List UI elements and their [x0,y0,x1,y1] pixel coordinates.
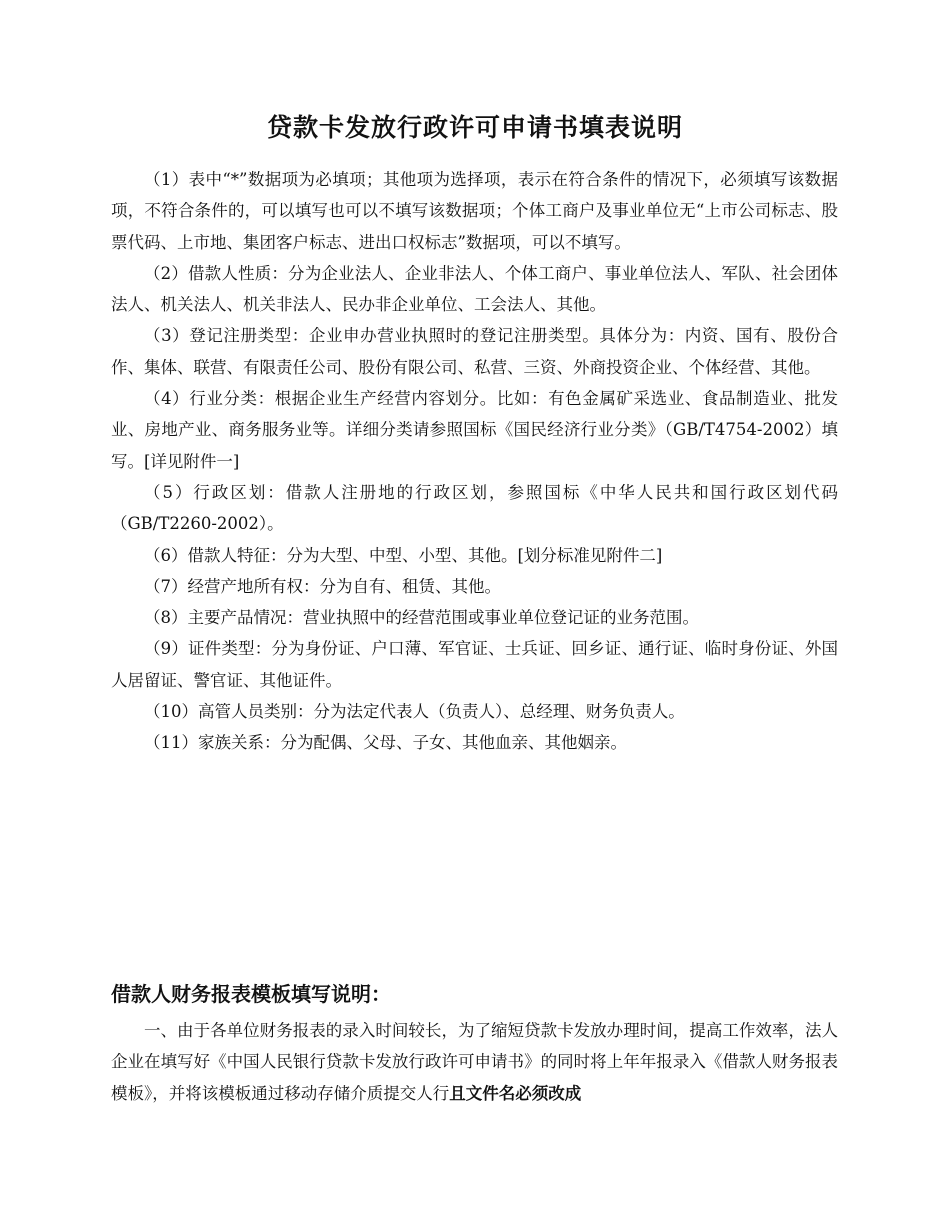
section2-paragraph-text: 一、由于各单位财务报表的录入时间较长，为了缩短贷款卡发放办理时间，提高工作效率，法人企业在填写好《中国人民银行贷款卡发放行政许可申请书》的同时将上年年报录入《借款人财务报表模板》，并将该模板通过移动存储介质提交人行 [111,1021,838,1103]
instruction-item-7: （7）经营产地所有权：分为自有、租赁、其他。 [144,576,501,596]
section2-paragraph [111,1015,838,1109]
section2-heading: 借款人财务报表模板填写说明： [111,982,391,1006]
instruction-item-10: （10）高管人员类别：分为法定代表人（负责人）、总经理、财务负责人。 [144,702,685,722]
section2-body [111,1015,838,1109]
instruction-item-2: （2）借款人性质：分为企业法人、企业非法人、个体工商户、事业单位法人、军队、社会团体法人、机关法人、机关非法人、民办非企业单位、工会法人、其他。 [111,263,838,315]
document-title: 贷款卡发放行政许可申请书填表说明 [266,113,683,142]
instruction-item-6: （6）借款人特征：分为大型、中型、小型、其他。[划分标准见附件二] [144,545,663,565]
instruction-item-11: （11）家族关系：分为配偶、父母、子女、其他血亲、其他姻亲。 [144,733,627,753]
section2-paragraph-bold-text: 且文件名必须改成 [449,1083,582,1103]
instruction-item-4: （4）行业分类：根据企业生产经营内容划分。比如：有色金属矿采选业、食品制造业、批发业、房地产业、商务服务业等。详细分类请参照国标《国民经济行业分类》（GB/T4754-2002）填写。[详见附件一] [111,389,838,471]
instruction-item-8: （8）主要产品情况：营业执照中的经营范围或事业单位登记证的业务范围。 [144,608,699,628]
instruction-item-9: （9）证件类型：分为身份证、户口薄、军官证、士兵证、回乡证、通行证、临时身份证、外国人居留证、警官证、其他证件。 [111,639,838,690]
instruction-item-1: （1）表中“*”数据项为必填项；其他项为选择项，表示在符合条件的情况下，必须填写该数据项，不符合条件的，可以填写也可以不填写该数据项；个体工商户及事业单位无“上市公司标志、股票代码、上市地、集团客户标志、进出口权标志”数据项，可以不填写。 [111,170,838,252]
instruction-item-3: （3）登记注册类型：企业申办营业执照时的登记注册类型。具体分为：内资、国有、股份合作、集体、联营、有限责任公司、股份有限公司、私营、三资、外商投资企业、个体经营、其他。 [111,326,838,377]
instruction-item-5: （5）行政区划：借款人注册地的行政区划，参照国标《中华人民共和国行政区划代码（GB/T2260-2002）。 [111,482,838,534]
instructions-list [111,164,838,759]
